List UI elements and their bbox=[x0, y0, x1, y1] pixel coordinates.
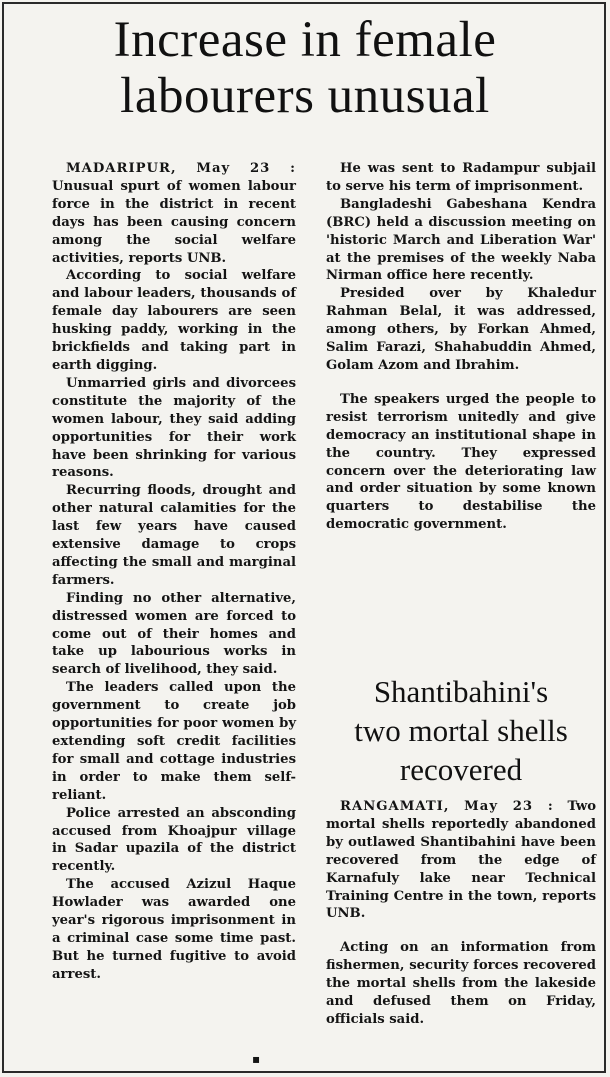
article2-paragraph: The accused Azizul Haque Howlader was awarded one year's rigorous imprisonment in a criminal case some time past. But he turned fugitive to avoid arrest. bbox=[52, 877, 296, 982]
article1-paragraph: Finding no other alternative, distressed women are forced to come out of their homes and take up labourious works in search of livelihood, they said. bbox=[52, 590, 296, 678]
subhead-line-2: two mortal shells bbox=[354, 713, 568, 748]
subhead-line-3: recovered bbox=[399, 752, 523, 787]
article1-paragraph: Unmarried girls and divorcees constitute the majority of the women labour, they said adding opportunities for their work have been shrinking for various reasons. bbox=[52, 375, 296, 481]
dateline: MADARIPUR, May 23 : bbox=[66, 161, 296, 176]
left-column bbox=[52, 160, 296, 984]
article1-paragraph: Recurring floods, drought and other natural calamities for the last few years have caused extensive damage to crops affecting the small and marginal farmers. bbox=[52, 483, 296, 588]
article2-paragraph: He was sent to Radampur subjail to serve his term of imprisonment. bbox=[326, 161, 596, 194]
headline-line-1: Increase in female bbox=[113, 12, 497, 68]
article2-paragraph: Police arrested an absconding accused from Khoajpur village in Sadar upazila of the district recently. bbox=[52, 805, 296, 875]
article3-paragraph: Bangladeshi Gabeshana Kendra (BRC) held a discussion meeting on 'historic March and Liberation War' at the premises of the weekly Naba Nirman office here recently. bbox=[326, 196, 596, 284]
subhead-line-1: Shantibahini's bbox=[373, 674, 549, 709]
article1-paragraph: According to social welfare and labour leaders, thousands of female day labourers are seen husking paddy, working in the brickfields and taking part in earth digging. bbox=[52, 268, 296, 373]
article3-paragraph: Presided over by Khaledur Rahman Belal, it was addressed, among others, by Forkan Ahmed, Salim Farazi, Shahabuddin Ahmed, Golam Azom and Ibrahim. bbox=[326, 286, 596, 373]
end-mark: ▪ bbox=[252, 1052, 261, 1066]
headline-line-2: labourers unusual bbox=[120, 68, 490, 124]
main-headline bbox=[0, 12, 610, 124]
article4-paragraph: Two mortal shells reportedly abandoned by outlawed Shantibahini have been recovered from the edge of Karnafuly lake near Technical Training Centre in the town, reports UNB. bbox=[326, 799, 596, 922]
secondary-headline bbox=[316, 672, 606, 789]
article3-paragraph: The speakers urged the people to resist terrorism unitedly and give democracy an institutional shape in the country. They expressed concern over the deteriorating law and order situation by some known quarters to destabilise the democratic government. bbox=[326, 391, 596, 533]
right-column bbox=[326, 160, 596, 534]
dateline: RANGAMATI, May 23 : bbox=[340, 799, 554, 814]
article4-paragraph: Acting on an information from fishermen, security forces recovered the mortal shells from the lakeside and defused them on Friday, officials said. bbox=[326, 940, 596, 1027]
article1-paragraph: The leaders called upon the government to create job opportunities for poor women by extending soft credit facilities for small and cottage industries in order to make them self-reliant. bbox=[52, 680, 296, 803]
shantibahini-article bbox=[326, 798, 596, 1029]
article1-paragraph: Unusual spurt of women labour force in the district in recent days has been causing concern among the social welfare activities, reports UNB. bbox=[52, 178, 296, 266]
